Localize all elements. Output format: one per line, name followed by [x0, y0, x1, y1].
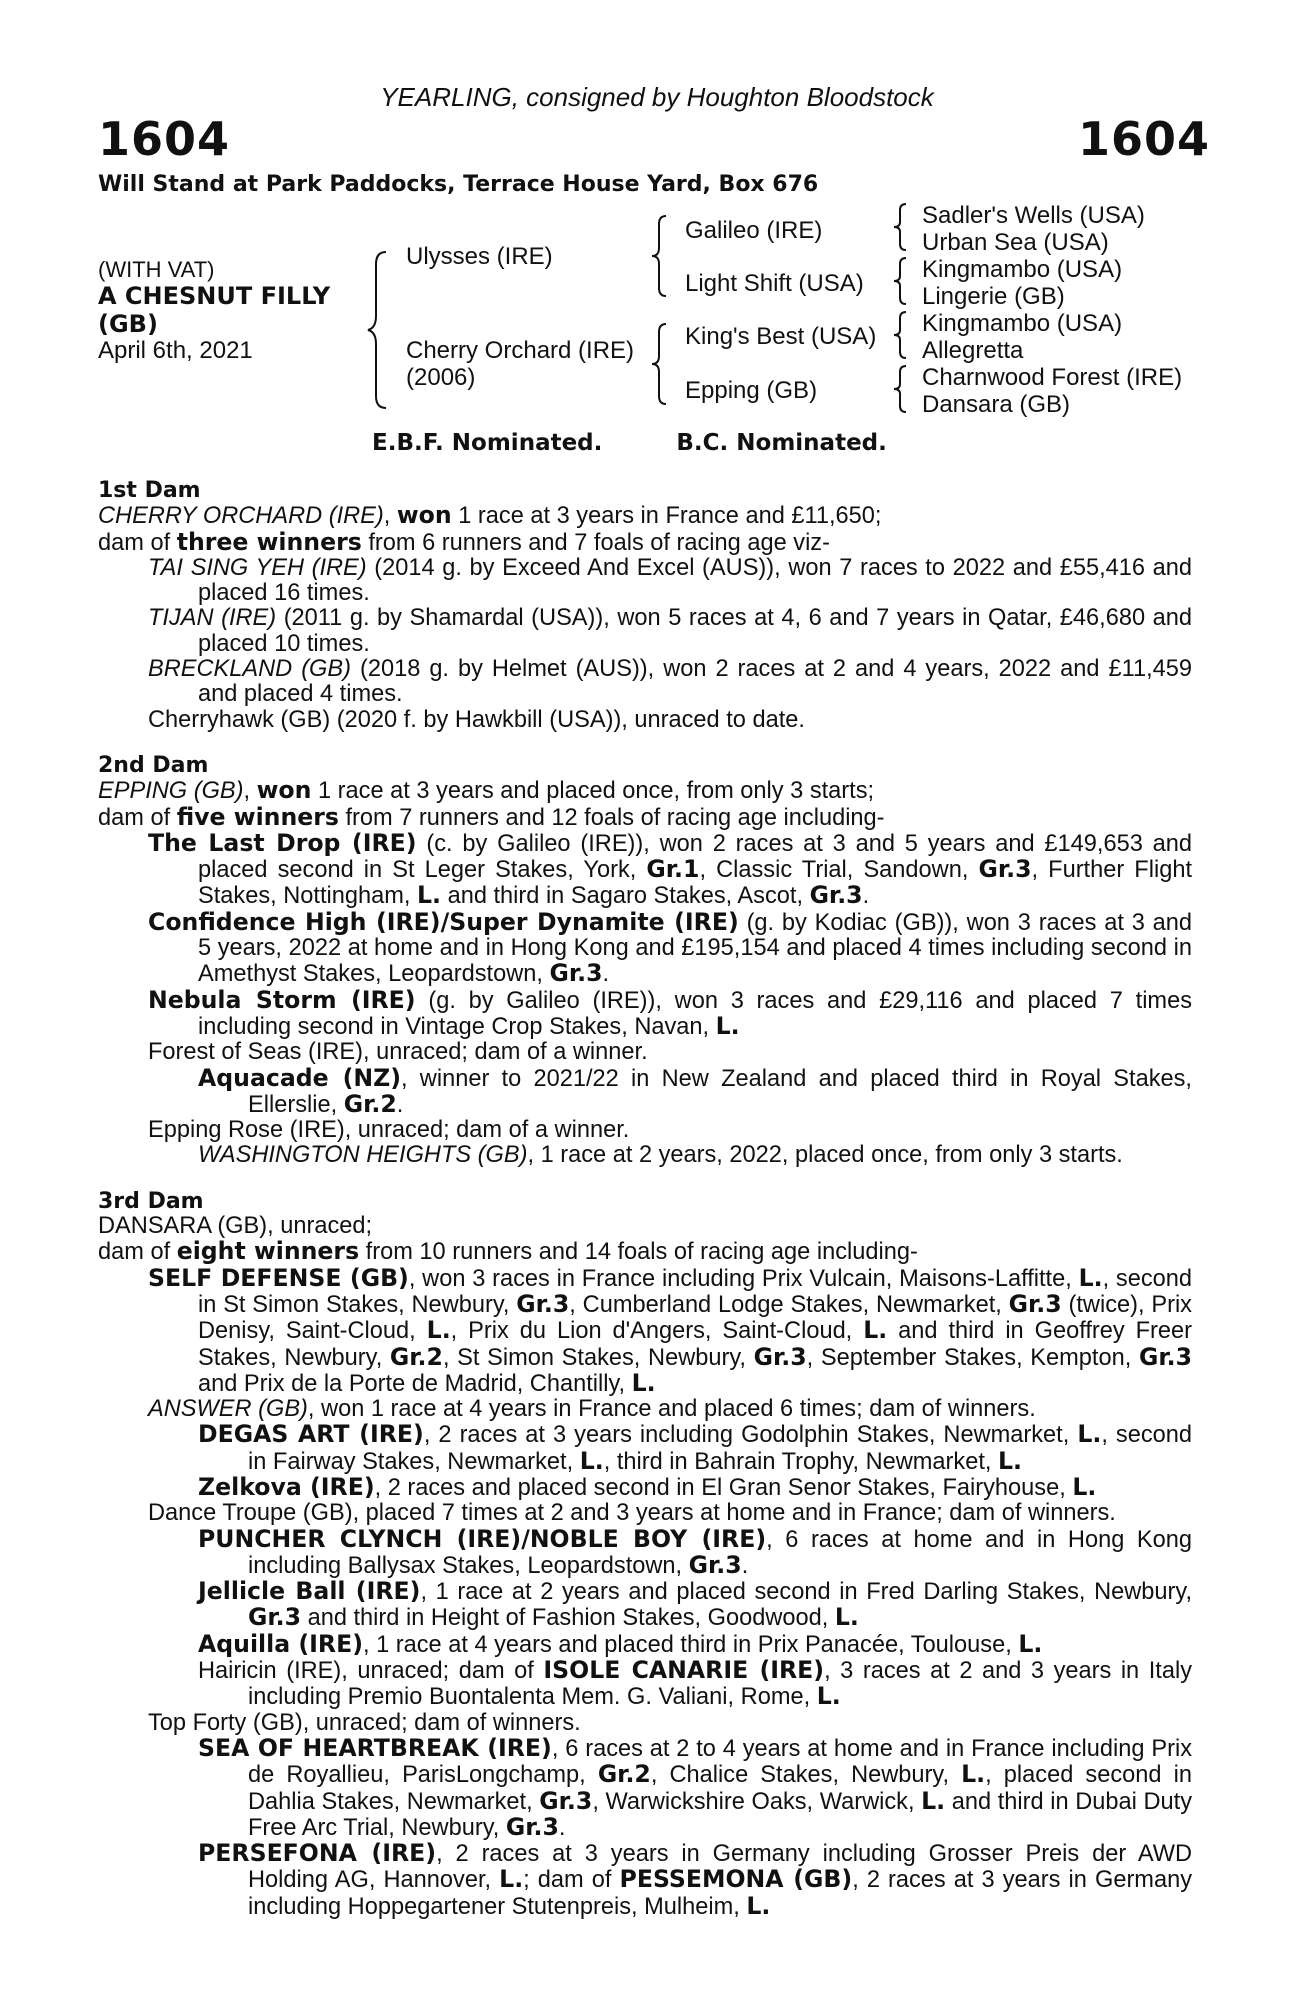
bold-run: Gr.3: [753, 1342, 807, 1371]
bold-run: Gr.3: [809, 881, 863, 910]
vat-note: (WITH VAT): [98, 257, 215, 282]
italic-run: BRECKLAND (GB): [148, 656, 352, 683]
sire: Ulysses (IRE): [406, 243, 553, 270]
produce-record: [98, 478, 1192, 1920]
dam-year: (2006): [406, 364, 476, 391]
text-run: Epping Rose (IRE), unraced; dam of a winner.: [148, 1117, 630, 1144]
text-run: Hairicin (IRE), unraced; dam of: [198, 1658, 544, 1685]
pedigree-entry: [148, 1711, 1192, 1736]
ebf-nomination: E.B.F. Nominated.: [372, 430, 603, 456]
text-run: , Cumberland Lodge Stakes, Newmarket,: [569, 1291, 1009, 1318]
pedigree-entry: [148, 1263, 1193, 1397]
text-run: Top Forty (GB), unraced; dam of winners.: [148, 1709, 581, 1736]
pedigree-entry: [198, 1629, 1192, 1658]
text-run: and third in Dubai Duty Free Arc Trial, Newbury,: [248, 1788, 1192, 1841]
bold-run: Gr.3: [1138, 1342, 1192, 1371]
text-run: ,: [383, 503, 397, 530]
text-run: (2018 g. by Helmet (AUS)), won 2 races at 2 and 4 years, 2022 and £11,459 and placed 4 times.: [198, 656, 1192, 708]
bold-run: won: [396, 501, 452, 530]
italic-run: WASHINGTON HEIGHTS (GB): [198, 1142, 528, 1169]
pedigree-entry: [148, 1118, 1192, 1143]
text-run: from 6 runners and 7 foals of racing age viz-: [361, 529, 830, 556]
bold-run: PUNCHER CLYNCH (IRE)/NOBLE BOY (IRE): [198, 1524, 767, 1553]
horse-origin: (GB): [98, 310, 158, 338]
great-grandparent-8: Dansara (GB): [922, 391, 1071, 418]
bold-run: Nebula Storm (IRE): [148, 985, 416, 1014]
bold-run: Gr.3: [516, 1289, 570, 1318]
bold-run: DEGAS ART (IRE): [198, 1420, 424, 1449]
italic-run: TIJAN (IRE): [148, 605, 277, 632]
pedigree-entry: [98, 527, 1192, 556]
bold-run: L.: [746, 1891, 771, 1920]
bold-run: L.: [1072, 1472, 1097, 1501]
text-run: , St Simon Stakes, Newbury,: [442, 1344, 754, 1371]
section-heading: 3rd Dam: [98, 1188, 204, 1214]
bold-run: L.: [1078, 1263, 1103, 1292]
text-run: and third in Geoffrey Freer Stakes, Newbury,: [198, 1318, 1193, 1371]
italic-run: CHERRY ORCHARD (IRE): [98, 503, 384, 530]
text-run: , Warwickshire Oaks, Warwick,: [592, 1788, 922, 1815]
pedigree-entry: [198, 1733, 1193, 1841]
italic-run: ANSWER (GB): [148, 1396, 308, 1423]
great-grandparent-7: Charnwood Forest (IRE): [922, 364, 1183, 391]
text-run: , 6 races at home and in Hong Kong including Ballysax Stakes, Leopardstown,: [248, 1526, 1192, 1579]
text-run: , second in St Simon Stakes, Newbury,: [198, 1265, 1192, 1318]
dam-line-brace: [650, 322, 670, 406]
text-run: from 7 runners and 12 foals of racing age including-: [338, 804, 885, 831]
text-run: .: [741, 1552, 749, 1579]
bold-run: Gr.3: [539, 1786, 593, 1815]
bold-run: Aquacade (NZ): [198, 1063, 401, 1092]
great-grandparent-2: Urban Sea (USA): [922, 229, 1109, 256]
g-brace-2: [892, 256, 910, 306]
text-run: , 1 race at 2 years and placed second in Fred Darling Stakes, Newbury,: [420, 1579, 1192, 1606]
nominations: [372, 430, 887, 456]
great-grandparent-4: Lingerie (GB): [922, 283, 1065, 310]
bold-run: L.: [631, 1368, 656, 1397]
bold-run: PESSEMONA (GB): [619, 1865, 853, 1894]
text-run: ,: [243, 778, 257, 805]
bold-run: Gr.2: [597, 1760, 651, 1789]
text-run: , third in Bahrain Trophy, Newmarket,: [603, 1448, 998, 1475]
text-run: .: [862, 883, 870, 910]
sire-sire: Galileo (IRE): [685, 217, 823, 244]
text-run: (g. by Galileo (IRE)), won 3 races and £29,116 and placed 7 times including second in Vintage Crop Stakes, Navan,: [198, 987, 1193, 1040]
pedigree-entry: [98, 1239, 1192, 1265]
pedigree-entry: [148, 907, 1193, 988]
pedigree-entry: [98, 1214, 1192, 1239]
text-run: DANSARA (GB), unraced;: [98, 1213, 373, 1240]
g-brace-1: [892, 202, 910, 252]
text-run: , second in Fairway Stakes, Newmarket,: [248, 1422, 1192, 1475]
pedigree-entry: [198, 1063, 1192, 1119]
bold-run: Gr.3: [248, 1603, 302, 1632]
text-run: Forest of Seas (IRE), unraced; dam of a winner.: [148, 1039, 648, 1066]
pedigree-entry: [148, 1040, 1192, 1065]
text-run: (2011 g. by Shamardal (USA)), won 5 races at 4, 6 and 7 years in Qatar, £46,680 and placed 10 times.: [198, 605, 1192, 657]
great-grandparent-5: Kingmambo (USA): [922, 310, 1123, 337]
text-run: , 2 races and placed second in El Gran Senor Stakes, Fairyhouse,: [374, 1474, 1073, 1501]
text-run: Dance Troupe (GB), placed 7 times at 2 and 3 years at home and in France; dam of winners.: [148, 1500, 1116, 1527]
text-run: , 1 race at 2 years, 2022, placed once, from only 3 starts.: [527, 1142, 1123, 1169]
text-run: , 6 races at 2 to 4 years at home and in France including Prix de Royallieu, ParisLongchamp,: [248, 1735, 1193, 1789]
bold-run: Aquilla (IRE): [198, 1629, 363, 1658]
bold-run: The Last Drop (IRE): [148, 828, 417, 857]
bold-run: L.: [1018, 1629, 1043, 1658]
bold-run: L.: [715, 1011, 740, 1040]
bold-run: L.: [834, 1603, 859, 1632]
bold-run: SEA OF HEARTBREAK (IRE): [198, 1733, 552, 1762]
catalogue-subtitle: YEARLING, consigned by Houghton Bloodstock: [380, 82, 934, 112]
text-run: .: [602, 961, 610, 988]
stand-location: Will Stand at Park Paddocks, Terrace House Yard, Box 676: [98, 172, 819, 197]
bold-run: Gr.3: [1008, 1289, 1062, 1318]
dam-section: [98, 753, 1192, 1169]
sire-dam: Light Shift (USA): [685, 270, 864, 297]
pedigree-entry: [198, 1422, 1192, 1475]
text-run: (twice), Prix Denisy, Saint-Cloud,: [198, 1291, 1192, 1345]
great-grandparent-3: Kingmambo (USA): [922, 256, 1123, 283]
pedigree-entry: [198, 1658, 1192, 1711]
dam-section: [98, 478, 1192, 733]
text-run: , September Stakes, Kempton,: [806, 1344, 1139, 1371]
dam: Cherry Orchard (IRE): [406, 337, 635, 364]
lot-number-right: 1604: [1077, 112, 1210, 166]
text-run: .: [558, 1814, 566, 1841]
pedigree-entry: [198, 1579, 1192, 1632]
bold-run: L.: [579, 1446, 604, 1475]
dam-dam: Epping (GB): [685, 377, 818, 404]
pedigree-entry: [198, 1524, 1192, 1580]
text-run: and Prix de la Porte de Madrid, Chantilly,: [198, 1370, 632, 1397]
text-run: , Chalice Stakes, Newbury,: [650, 1762, 962, 1789]
section-heading: 2nd Dam: [98, 752, 209, 778]
pedigree-entry: [148, 657, 1192, 708]
text-run: , 1 race at 4 years and placed third in Prix Panacée, Toulouse,: [362, 1631, 1019, 1658]
pedigree-entry: [98, 503, 1192, 529]
italic-run: EPPING (GB): [98, 778, 244, 805]
text-run: 1 race at 3 years and placed once, from only 3 starts;: [311, 778, 875, 805]
bold-run: SELF DEFENSE (GB): [148, 1263, 409, 1292]
bold-run: Zelkova (IRE): [198, 1472, 375, 1501]
great-grandparent-6: Allegretta: [922, 337, 1024, 364]
text-run: , won 1 race at 4 years in France and placed 6 times; dam of winners.: [307, 1396, 1036, 1423]
bold-run: L.: [417, 881, 442, 910]
bold-run: eight winners: [176, 1237, 360, 1266]
lot-number-left: 1604: [98, 112, 231, 166]
text-run: (g. by Kodiac (GB)), won 3 races at 3 and 5 years, 2022 at home and in Hong Kong and £195,154 and placed 4 times including second in Amethyst Stakes, Leopardstown,: [198, 909, 1193, 988]
text-run: dam of: [98, 529, 177, 556]
g-brace-3: [892, 310, 910, 360]
pedigree-entry: [198, 1841, 1192, 1920]
great-grandparent-1: Sadler's Wells (USA): [922, 202, 1145, 229]
text-run: and third in Height of Fashion Stakes, Goodwood,: [301, 1605, 835, 1632]
text-run: and third in Sagaro Stakes, Ascot,: [441, 883, 810, 910]
text-run: , Further Flight Stakes, Nottingham,: [198, 857, 1192, 910]
pedigree-entry: [198, 1472, 1192, 1501]
pedigree-entry: [148, 828, 1192, 910]
bold-run: L.: [426, 1316, 451, 1345]
text-run: Cherryhawk (GB) (2020 f. by Hawkbill (USA)), unraced to date.: [148, 706, 805, 733]
text-run: , 2 races at 3 years in Germany including Hoppegartener Stutenpreis, Mulheim,: [248, 1867, 1193, 1920]
bold-run: L.: [1077, 1420, 1102, 1449]
pedigree-entry: [148, 708, 1192, 733]
pedigree-entry: [198, 1143, 1192, 1168]
pedigree-entry: [148, 606, 1192, 657]
bold-run: won: [256, 776, 312, 805]
text-run: , 2 races at 3 years in Germany including Grosser Preis der AWD Holding AG, Hannover,: [248, 1841, 1193, 1894]
pedigree-entry: [148, 1397, 1192, 1422]
text-run: , Prix du Lion d'Angers, Saint-Cloud,: [450, 1318, 864, 1345]
text-run: , winner to 2021/22 in New Zealand and placed third in Royal Stakes, Ellerslie,: [248, 1065, 1192, 1118]
bold-run: Gr.3: [505, 1812, 559, 1841]
bold-run: Gr.3: [688, 1550, 742, 1579]
text-run: , Classic Trial, Sandown,: [699, 857, 979, 884]
text-run: , won 3 races in France including Prix Vulcain, Maisons-Laffitte,: [408, 1265, 1079, 1292]
text-run: (c. by Galileo (IRE)), won 2 races at 3 and 5 years and £149,653 and placed second in St Leger Stakes, York,: [198, 830, 1192, 884]
text-run: .: [396, 1091, 404, 1118]
text-run: (2014 g. by Exceed And Excel (AUS)), won 7 races to 2022 and £55,416 and placed 16 times.: [198, 554, 1192, 607]
text-run: ; dam of: [523, 1867, 620, 1894]
bold-run: Gr.1: [646, 855, 700, 884]
sire-dam-brace: [366, 250, 390, 410]
bold-run: Gr.3: [549, 959, 603, 988]
g-brace-4: [892, 364, 910, 414]
bold-run: L.: [961, 1760, 986, 1789]
bold-run: L.: [863, 1316, 888, 1345]
text-run: , placed second in Dahlia Stakes, Newmarket,: [248, 1762, 1192, 1815]
bold-run: L.: [816, 1682, 841, 1711]
italic-run: TAI SING YEH (IRE): [148, 554, 367, 581]
foaling-date: April 6th, 2021: [98, 337, 253, 364]
bold-run: five winners: [176, 802, 339, 831]
dam-section: [98, 1189, 1192, 1920]
horse-description: A CHESNUT FILLY: [98, 282, 331, 310]
pedigree-entry: [98, 778, 1192, 804]
pedigree-entry: [148, 1501, 1192, 1526]
text-run: from 10 runners and 14 foals of racing age including-: [359, 1239, 918, 1266]
text-run: dam of: [98, 1239, 177, 1266]
section-heading: 1st Dam: [98, 478, 201, 503]
bold-run: ISOLE CANARIE (IRE): [543, 1656, 825, 1685]
bold-run: Gr.2: [343, 1089, 397, 1118]
pedigree-entry: [148, 556, 1192, 607]
sire-line-brace: [650, 214, 670, 298]
text-run: dam of: [98, 804, 177, 831]
bold-run: Gr.3: [978, 855, 1032, 884]
bold-run: L.: [997, 1446, 1022, 1475]
bold-run: L.: [499, 1865, 524, 1894]
bold-run: Gr.2: [389, 1342, 443, 1371]
bold-run: L.: [921, 1786, 946, 1815]
text-run: , 2 races at 3 years including Godolphin Stakes, Newmarket,: [423, 1422, 1078, 1449]
bold-run: three winners: [176, 527, 362, 556]
text-run: , 3 races at 2 and 3 years in Italy including Premio Buontalenta Mem. G. Valiani, Rome,: [248, 1658, 1192, 1711]
pedigree-entry: [148, 985, 1193, 1041]
bold-run: Confidence High (IRE)/Super Dynamite (IRE): [148, 907, 739, 936]
pedigree-entry: [98, 802, 1192, 831]
bold-run: PERSEFONA (IRE): [198, 1839, 437, 1868]
bc-nomination: B.C. Nominated.: [676, 430, 887, 456]
bold-run: Jellicle Ball (IRE): [198, 1577, 421, 1606]
dam-sire: King's Best (USA): [685, 323, 877, 350]
text-run: 1 race at 3 years in France and £11,650;: [451, 503, 882, 530]
